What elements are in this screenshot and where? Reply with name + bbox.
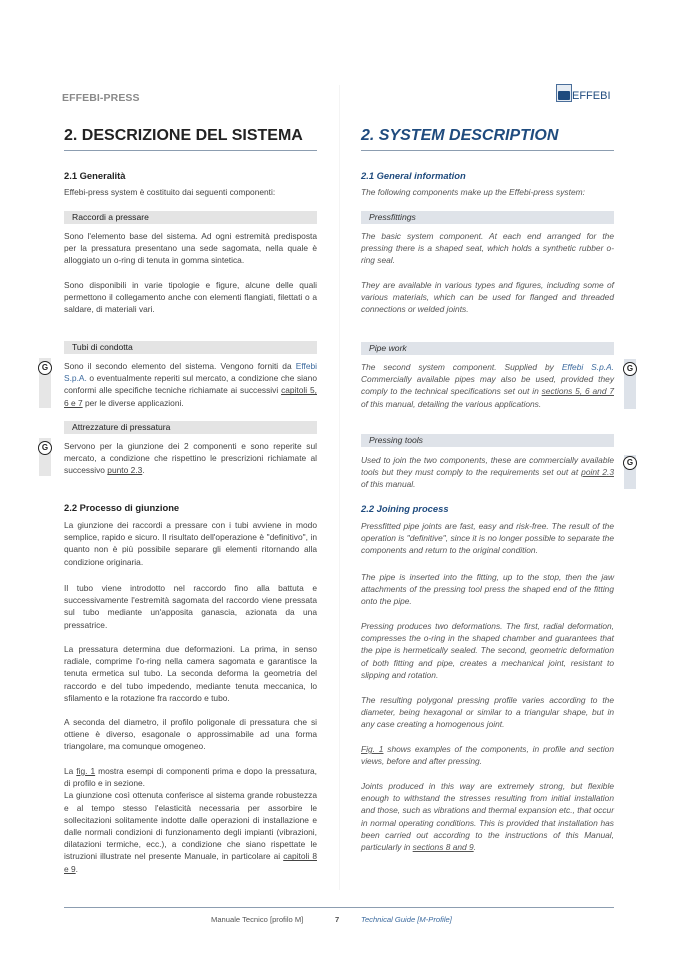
component-label-pipes-en: Pipe work [361, 342, 614, 355]
component-label-pressfittings-it: Raccordi a pressare [64, 211, 317, 224]
brand-header: EFFEBI-PRESS [62, 92, 140, 104]
pressfittings-paragraph-2-en: They are available in various types and figures, including some of various materials, which can be used for flanged and threaded connections or welded joints. [361, 280, 614, 315]
effebi-company-link-it[interactable]: Effebi S.p.A. [64, 361, 317, 384]
footer-right-label: Technical Guide [M-Profile] [361, 915, 452, 924]
joining-paragraph-5-it: La fig. 1 mostra esempi di componenti prima e dopo la pressatura, di profilo e in sezione. La giunzione così ottenuta conferisce al sistema grande robustezza e al tempo stesso l'elasticità necessaria per assorbire le sollecitazioni solitamente indotte dalle operazioni di installazione e dalle normali condizioni di funzionamento degli impianti (vibrazioni, dilatazioni termiche, ecc.), a condizione che siano rispettate le istruzioni illustrate nel presente Manuale, in particolare ai capitoli 8 e 9. [64, 766, 317, 874]
effebi-company-link-en[interactable]: Effebi S.p.A. [561, 362, 614, 372]
g-marker-icon: G [623, 362, 637, 376]
pressfittings-paragraph-1-it: Sono l'elemento base del sistema. Ad ogni estremità predisposta per la pressatura presentano una sede sagomata, nella quale è alloggiato un o-ring di tenuta in gomma sintetica. [64, 231, 317, 266]
pressfittings-paragraph-1-en: The basic system component. At each end arranged for the pressing there is a shaped seat, which holds a synthetic rubber o-ring seal. [361, 231, 614, 266]
pipes-paragraph-en: The second system component. Supplied by Effebi S.p.A. Commercially available pipes may also be used, provided they comply to the technical specifications set out in sections 5, 6 and 7 of this manual, detailing the various applications. [361, 362, 614, 409]
footer-left-label: Manuale Tecnico [profilo M] [211, 915, 304, 924]
sections-5-6-7-link-en[interactable]: sections 5, 6 and 7 [541, 386, 614, 397]
footer-divider [64, 907, 614, 908]
effebi-logo [556, 82, 618, 102]
column-separator [339, 85, 340, 890]
chapters-8-9-link-it[interactable]: capitoli 8 e 9 [64, 851, 317, 874]
component-label-pressfittings-en: Pressfittings [361, 211, 614, 224]
subsection-heading-2-2-en: 2.2 Joining process [361, 503, 449, 514]
g-marker-icon: G [38, 441, 52, 455]
section-title-it: 2. DESCRIZIONE DEL SISTEMA [64, 127, 317, 151]
g-marker-icon: G [38, 361, 52, 375]
effebi-logo-icon [556, 84, 572, 102]
component-label-pipes-it: Tubi di condotta [64, 341, 317, 354]
joining-paragraph-2-it: Il tubo viene introdotto nel raccordo fino alla battuta e successivamente l'estremità sagomata del raccordo viene pressata sul tubo mediante un'apposita ganascia, azionata da una pressatrice. [64, 583, 317, 630]
joining-paragraph-3-en: Pressing produces two deformations. The first, radial deformation, compresses the o-ring in the shaped chamber and guarantees that the pipe is hermetically sealed. The second, geometric deformation of both fitting and pipe, creates a mechanical joint, resistant to slipping and rotation. [361, 621, 614, 680]
intro-paragraph-it: Effebi-press system è costituito dai seguenti componenti: [64, 187, 276, 197]
fig-1-link-en[interactable]: Fig. 1 [361, 744, 384, 754]
subsection-heading-2-1-it: 2.1 Generalità [64, 170, 126, 181]
point-2-3-link-it[interactable]: punto 2.3 [107, 465, 143, 476]
subsection-heading-2-1-en: 2.1 General information [361, 170, 466, 181]
tools-paragraph-en: Used to join the two components, these are commercially available tools but they must comply to the requirements set out at point 2.3 of this manual. [361, 455, 614, 490]
pressfittings-paragraph-2-it: Sono disponibili in varie tipologie e figure, alcune delle quali permettono il collegamento anche con elementi flangiati, filettati o a saldare, di materiali vari. [64, 280, 317, 315]
component-label-tools-it: Attrezzature di pressatura [64, 421, 317, 434]
pipes-paragraph-it: Sono il secondo elemento del sistema. Vengono forniti da Effebi S.p.A. o eventualmente reperiti sul mercato, a condizione che siano conformi alle specifiche tecniche richiamate ai successivi capitoli 5, 6 e 7 per le diverse applicazioni. [64, 361, 317, 408]
subsection-heading-2-2-it: 2.2 Processo di giunzione [64, 502, 180, 513]
point-2-3-link-en[interactable]: point 2.3 [581, 467, 614, 478]
component-label-tools-en: Pressing tools [361, 434, 614, 447]
page-number: 7 [335, 915, 340, 924]
joining-paragraph-5-en: Fig. 1 shows examples of the components, in profile and section views, before and after pressing. [361, 744, 614, 767]
joining-paragraph-3-it: La pressatura determina due deformazioni. La prima, in senso radiale, comprime l'o-ring nella camera sagomata e garantisce la tenuta ermetica sul tubo. La seconda deforma la geometria del raccordo e del tubo impedendo, mediante tenuta meccanica, lo sfilamento e la rotazione fra raccordo e tubo. [64, 644, 317, 703]
joining-paragraph-1-it: La giunzione dei raccordi a pressare con i tubi avviene in modo semplice, rapido e sicuro. Il risultato dell'operazione è "definitivo", in quanto non è più possibile separare gli elementi ritornando alla condizione originaria. [64, 520, 317, 567]
g-marker-icon: G [623, 456, 637, 470]
joining-paragraph-1-en: Pressfitted pipe joints are fast, easy and risk-free. The result of the operation is "definitive", since it is no longer possible to separate the components and return to the original condition. [361, 521, 614, 556]
intro-paragraph-en: The following components make up the Effebi-press system: [361, 187, 585, 197]
joining-paragraph-4-it: A seconda del diametro, il profilo poligonale di pressatura che si ottiene è diverso, esagonale o approssimabile ad una forma triangolare, ma comunque omogeneo. [64, 717, 317, 752]
fig-1-link-it[interactable]: fig. 1 [76, 766, 96, 776]
sections-8-9-link-en[interactable]: sections 8 and 9 [412, 842, 474, 853]
chapters-5-6-7-link-it[interactable]: capitoli 5, 6 e 7 [64, 385, 317, 408]
tools-paragraph-it: Servono per la giunzione dei 2 componenti e sono reperite sul mercato, a condizione che rispettino le prescrizioni richiamate al successivo punto 2.3. [64, 441, 317, 476]
joining-paragraph-2-en: The pipe is inserted into the fitting, up to the stop, then the jaw attachments of the pressing tool press the shaped end of the fitting onto the pipe. [361, 572, 614, 607]
logo-text: EFFEBI [572, 90, 611, 102]
joining-paragraph-6-en: Joints produced in this way are extremely strong, but flexible enough to withstand the stresses resulting from initial installation and those, such as vibrations and thermal expansion etc., that occur in normal operating conditions. This is provided that installation has been carried out according to the instructions of this Manual, particularly in sections 8 and 9. [361, 781, 614, 853]
section-title-en: 2. SYSTEM DESCRIPTION [361, 127, 614, 151]
joining-paragraph-4-en: The resulting polygonal pressing profile varies according to the diameter, being hexagonal or similar to a triangular shape, but in any case creating a homogenous joint. [361, 695, 614, 730]
